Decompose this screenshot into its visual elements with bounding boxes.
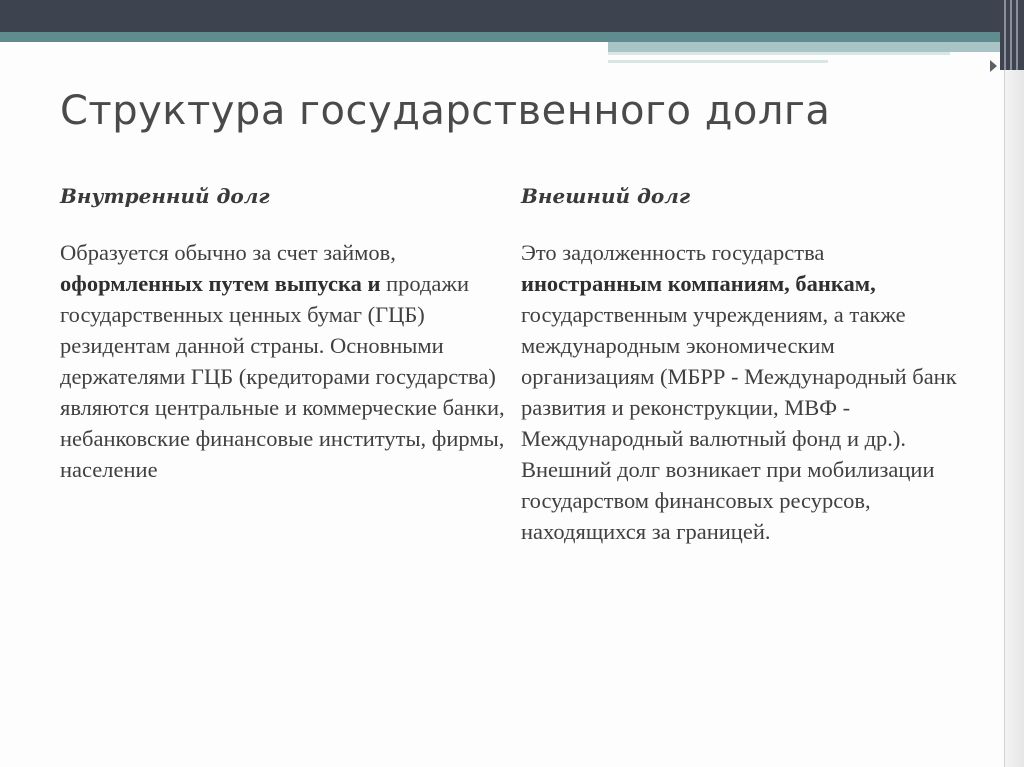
external-debt-text xyxy=(521,237,971,547)
header-accent-line xyxy=(608,60,828,63)
edge-line xyxy=(1004,70,1005,767)
header-band-dark xyxy=(0,0,1024,32)
external-debt-column xyxy=(521,184,971,547)
internal-debt-column xyxy=(60,184,506,485)
external-debt-text-bold: иностранным компаниям, банкам, xyxy=(521,271,876,296)
slide-title: Структура государственного долга xyxy=(60,88,831,134)
fold-triangle-icon xyxy=(990,60,997,72)
edge-stripe xyxy=(1010,0,1012,70)
external-debt-heading: Внешний долг xyxy=(521,184,691,208)
header-band-teal xyxy=(0,32,1000,42)
internal-debt-heading: Внутренний долг xyxy=(60,184,270,208)
external-debt-text-part: Это задолженность государства xyxy=(521,240,825,265)
internal-debt-text-bold: оформленных путем выпуска и xyxy=(60,271,381,296)
edge-shadow xyxy=(1004,70,1024,767)
external-debt-text-part: государственным учреждениям, а также международным экономическим организациям (МБРР - Международный банк развития и реконструкции, МВФ - Международный валютный фонд и др.). Внешний долг возникает при мобилизации государством финансовых ресурсов, находящихся за границей. xyxy=(521,302,957,544)
internal-debt-text-part: продажи государственных ценных бумаг (ГЦБ) резидентам данной страны. Основными держателями ГЦБ (кредиторами государства) являются центральные и коммерческие банки, небанковские финансовые институты, фирмы, население xyxy=(60,271,505,482)
internal-debt-text xyxy=(60,237,506,485)
edge-stripe xyxy=(1016,0,1018,70)
edge-stripe xyxy=(1004,0,1006,70)
header-band-teal-light xyxy=(608,42,1000,52)
header-accent-line xyxy=(608,52,950,55)
internal-debt-text-part: Образуется обычно за счет займов, xyxy=(60,240,396,265)
